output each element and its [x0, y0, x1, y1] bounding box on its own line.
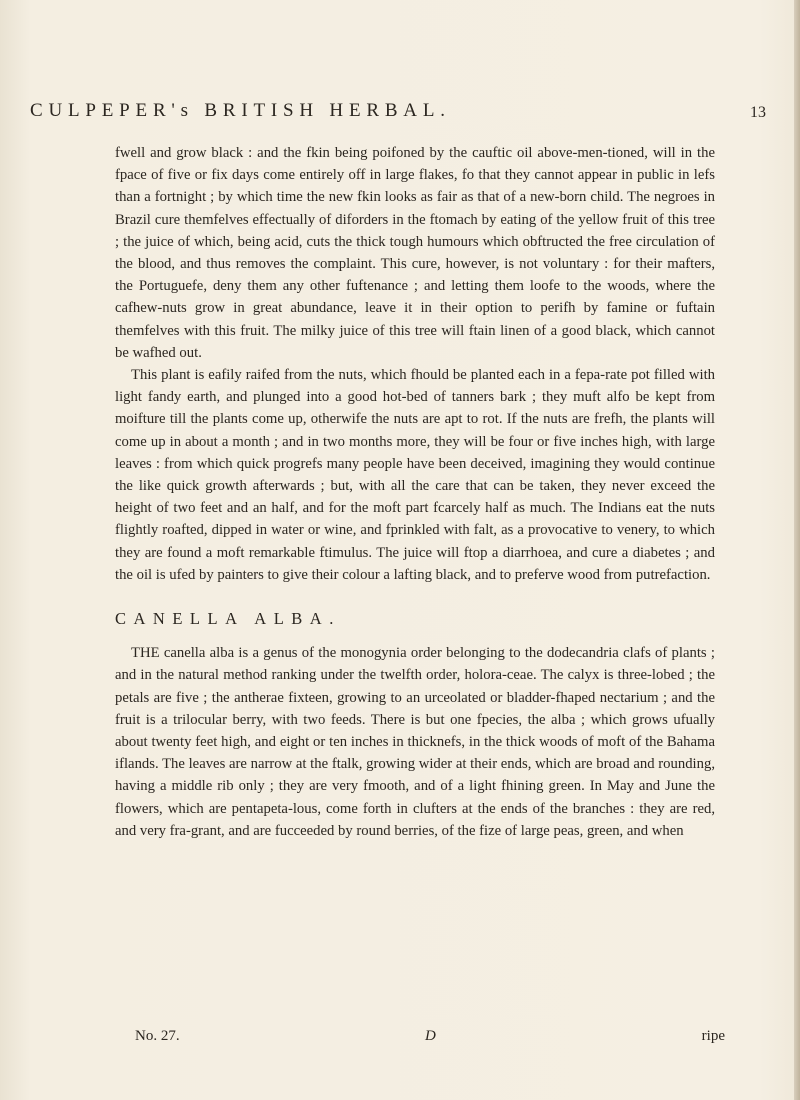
page-header: [30, 100, 770, 130]
catchword: ripe: [701, 1028, 725, 1044]
paragraph-cashew-cultivation: This plant is eafily raifed from the nuts, which fhould be planted each in a fepa-rate pot filled with light fandy earth, and plunged into a good hot-bed of tanners bark ; they muft alfo be kept from moifture till the plants come up, otherwife the nuts are apt to rot. If the nuts are frefh, the plants will come up in about a month ; and in two months more, they will be four or five inches high, with large leaves : from which quick progrefs many people have been deceived, imagining they would continue the like quick growth afterwards ; but, with all the care that can be taken, they never exceed the height of two feet and an half, and for the moft part fcarcely half as much. The Indians eat the nuts flightly roafted, dipped in water or wine, and fprinkled with falt, as a provocative to venery, to which they are found a moft remarkable ftimulus. The juice will ftop a diarrhoea, and cure a diabetes ; and the oil is ufed by painters to give their colour a lafting black, and to preferve wood from putrefaction.: [115, 367, 715, 583]
signature-number: No. 27.: [135, 1028, 180, 1044]
page-body: [115, 142, 715, 842]
section-title: CANELLA ALBA.: [115, 609, 341, 629]
signature-mark: D: [425, 1028, 436, 1044]
paragraph-cashew-continued: fwell and grow black : and the fkin being poifoned by the cauftic oil above-men-tioned, will in the fpace of five or fix days come entirely off in large flakes, fo that they cannot appear in public in lefs than a fortnight ; by which time the new fkin looks as fair as that of a new-born child. The negroes in Brazil cure themfelves effectually of diforders in the ftomach by eating of the yellow fruit of this tree ; the juice of which, being acid, cuts the thick tough humours which obftructed the free circulation of the blood, and thus removes the complaint. This cure, however, is not voluntary : for their mafters, the Portuguefe, deny them any other fuftenance ; and letting them loofe to the woods, where the cafhew-nuts grow in great abundance, leave it in their option to perifh by famine or fuftain themfelves with this fruit. The milky juice of this tree will ftain linen of a good black, which cannot be wafhed out.: [115, 145, 715, 361]
running-title: CULPEPER's BRITISH HERBAL.: [30, 100, 451, 121]
page-footer: [135, 1028, 725, 1052]
paragraph-canella-alba: THE canella alba is a genus of the monogynia order belonging to the dodecandria clafs of plants ; and in the natural method ranking under the twelfth order, holora-ceae. The calyx is three-lobed ; the petals are five ; the antherae fixteen, growing to an urceolated or bladder-fhaped nectarium ; and the fruit is a trilocular berry, with two feeds. There is but one fpecies, the alba ; which grows ufually about twenty feet high, and eight or ten inches in thicknefs, in the thick woods of moft of the Bahama iflands. The leaves are narrow at the ftalk, growing wider at their ends, which are broad and rounding, having a middle rib only ; they are very fmooth, and of a light fhining green. In May and June the flowers, which are pentapeta-lous, come forth in clufters at the ends of the branches : they are red, and very fra-grant, and are fucceeded by round berries, of the fize of large peas, green, and when: [115, 645, 715, 839]
page-edge: [794, 0, 800, 1100]
page-number: 13: [750, 104, 766, 121]
